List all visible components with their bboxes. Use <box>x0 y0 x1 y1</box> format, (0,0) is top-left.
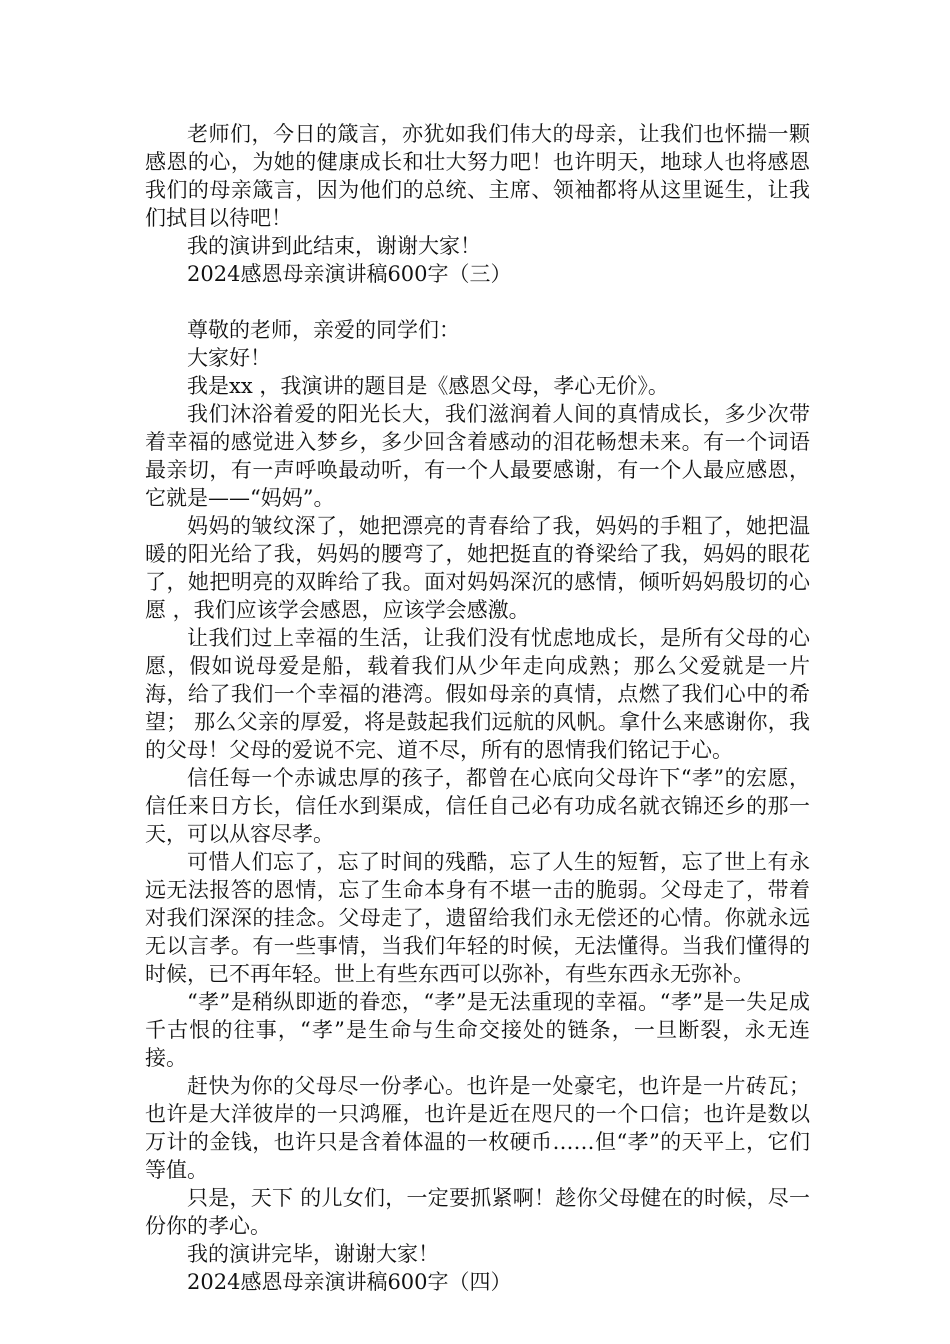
paragraph: 我的演讲到此结束，谢谢大家！ <box>187 234 481 258</box>
paragraph: 信任每一个赤诚忠厚的孩子，都曾在心底向父母许下“孝”的宏愿，信任来日方长，信任水到渠成，信任自己必有功成名就衣锦还乡的那一天，可以从容尽孝。 <box>145 766 810 846</box>
section-heading: 2024感恩母亲演讲稿600字（四） <box>187 1270 512 1294</box>
closing: 我的演讲完毕，谢谢大家！ <box>187 1242 439 1266</box>
greeting: 大家好！ <box>187 346 271 370</box>
paragraph: 赶快为你的父母尽一份孝心。也许是一处豪宅，也许是一片砖瓦；也许是大洋彼岸的一只鸿雁，也许是近在咫尺的一个口信；也许是数以万计的金钱，也许只是含着体温的一枚硬币……但“孝”的天平上，它们等值。 <box>145 1074 810 1182</box>
paragraph: 老师们，今日的箴言，亦犹如我们伟大的母亲，让我们也怀揣一颗感恩的心，为她的健康成长和壮大努力吧！也许明天，地球人也将感恩我们的母亲箴言，因为他们的总统、主席、领袖都将从这里诞生，让我们拭目以待吧！ <box>145 122 810 230</box>
paragraph: 可惜人们忘了，忘了时间的残酷，忘了人生的短暂，忘了世上有永远无法报答的恩情，忘了生命本身有不堪一击的脆弱。父母走了，带着对我们深深的挂念。父母走了，遗留给我们永无偿还的心情。你就永远无以言孝。有一些事情，当我们年轻的时候，无法懂得。当我们懂得的时候，已不再年轻。世上有些东西可以弥补，有些东西永无弥补。 <box>145 850 810 986</box>
paragraph: 让我们过上幸福的生活，让我们没有忧虑地成长，是所有父母的心愿，假如说母爱是船，载着我们从少年走向成熟；那么父爱就是一片海，给了我们一个幸福的港湾。假如母亲的真情，点燃了我们心中的希望； 那么父亲的厚爱，将是鼓起我们远航的风帆。拿什么来感谢你，我的父母！父母的爱说不完、道不尽，所有的恩情我们铭记于心。 <box>145 626 810 762</box>
blank-line <box>145 288 810 316</box>
paragraph: “孝”是稍纵即逝的眷恋，“孝”是无法重现的幸福。“孝”是一失足成千古恨的往事，“孝”是生命与生命交接处的链条，一旦断裂，永无连接。 <box>145 990 810 1070</box>
salutation: 尊敬的老师，亲爱的同学们： <box>187 318 460 342</box>
section-heading: 2024感恩母亲演讲稿600字（三） <box>187 262 512 286</box>
paragraph: 妈妈的皱纹深了，她把漂亮的青春给了我，妈妈的手粗了，她把温暖的阳光给了我，妈妈的腰弯了，她把挺直的脊梁给了我，妈妈的眼花了，她把明亮的双眸给了我。面对妈妈深沉的感情，倾听妈妈殷切的心愿 ，我们应该学会感恩，应该学会感激。 <box>145 514 810 622</box>
paragraph: 我们沐浴着爱的阳光长大，我们滋润着人间的真情成长，多少次带着幸福的感觉进入梦乡，多少回含着感动的泪花畅想未来。有一个词语最亲切，有一声呼唤最动听，有一个人最要感谢，有一个人最应感恩，它就是——“妈妈”。 <box>145 402 810 510</box>
paragraph: 我是xx ，我演讲的题目是《感恩父母，孝心无价》。 <box>187 374 669 398</box>
document-page <box>145 120 810 1296</box>
paragraph: 只是，天下 的儿女们，一定要抓紧啊！趁你父母健在的时候，尽一份你的孝心。 <box>145 1186 810 1238</box>
